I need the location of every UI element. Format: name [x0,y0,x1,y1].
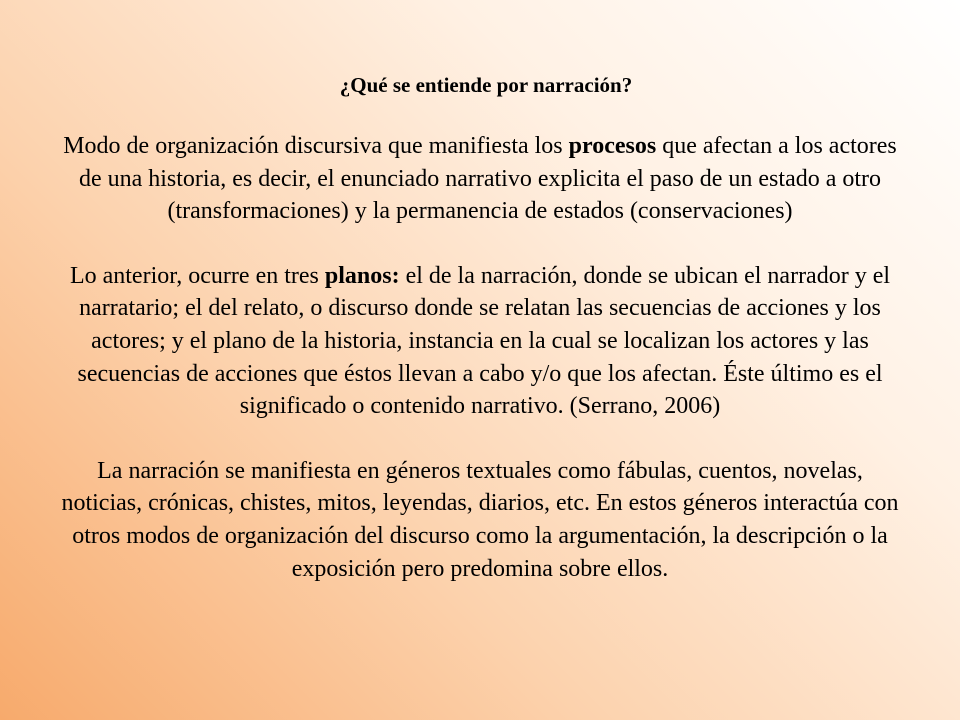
paragraph-definition-end: que afectan a los actores de una historia, es decir, el enunciado narrativo explicita el paso de un estado a otro (transformaciones) y la permanencia de estados (conservaciones) [78,133,897,225]
keyword-planos: planos: [324,262,400,289]
paragraph-definition-start: Modo de organización discursiva que manifiesta los [63,133,569,159]
paragraph-definition [60,130,900,228]
paragraph-planes [60,260,900,423]
paragraph-planes-end: el de la narración, donde se ubican el narrador y el narratario; el del relato, o discurso donde se relatan las secuencias de acciones y los actores; y el plano de la historia, instancia en la cual se localizan los actores y las secuencias de acciones que éstos llevan a cabo y/o que los afectan. Éste último es el significado o contenido narrativo. (Serrano, 2006) [77,262,891,420]
paragraph-planes-start: Lo anterior, ocurre en tres [69,262,325,289]
slide-content [60,70,900,617]
paragraph-genres [60,455,900,585]
keyword-procesos: procesos [568,133,657,159]
paragraph-genres-text: La narración se manifiesta en géneros textuales como fábulas, cuentos, novelas, noticias, crónicas, chistes, mitos, leyendas, diarios, etc. En estos géneros interactúa con otros modos de organización del discurso como la argumentación, la descripción o la exposición pero predomina sobre ellos. [61,457,899,582]
slide-title: ¿Qué se entiende por narración? [339,73,633,97]
